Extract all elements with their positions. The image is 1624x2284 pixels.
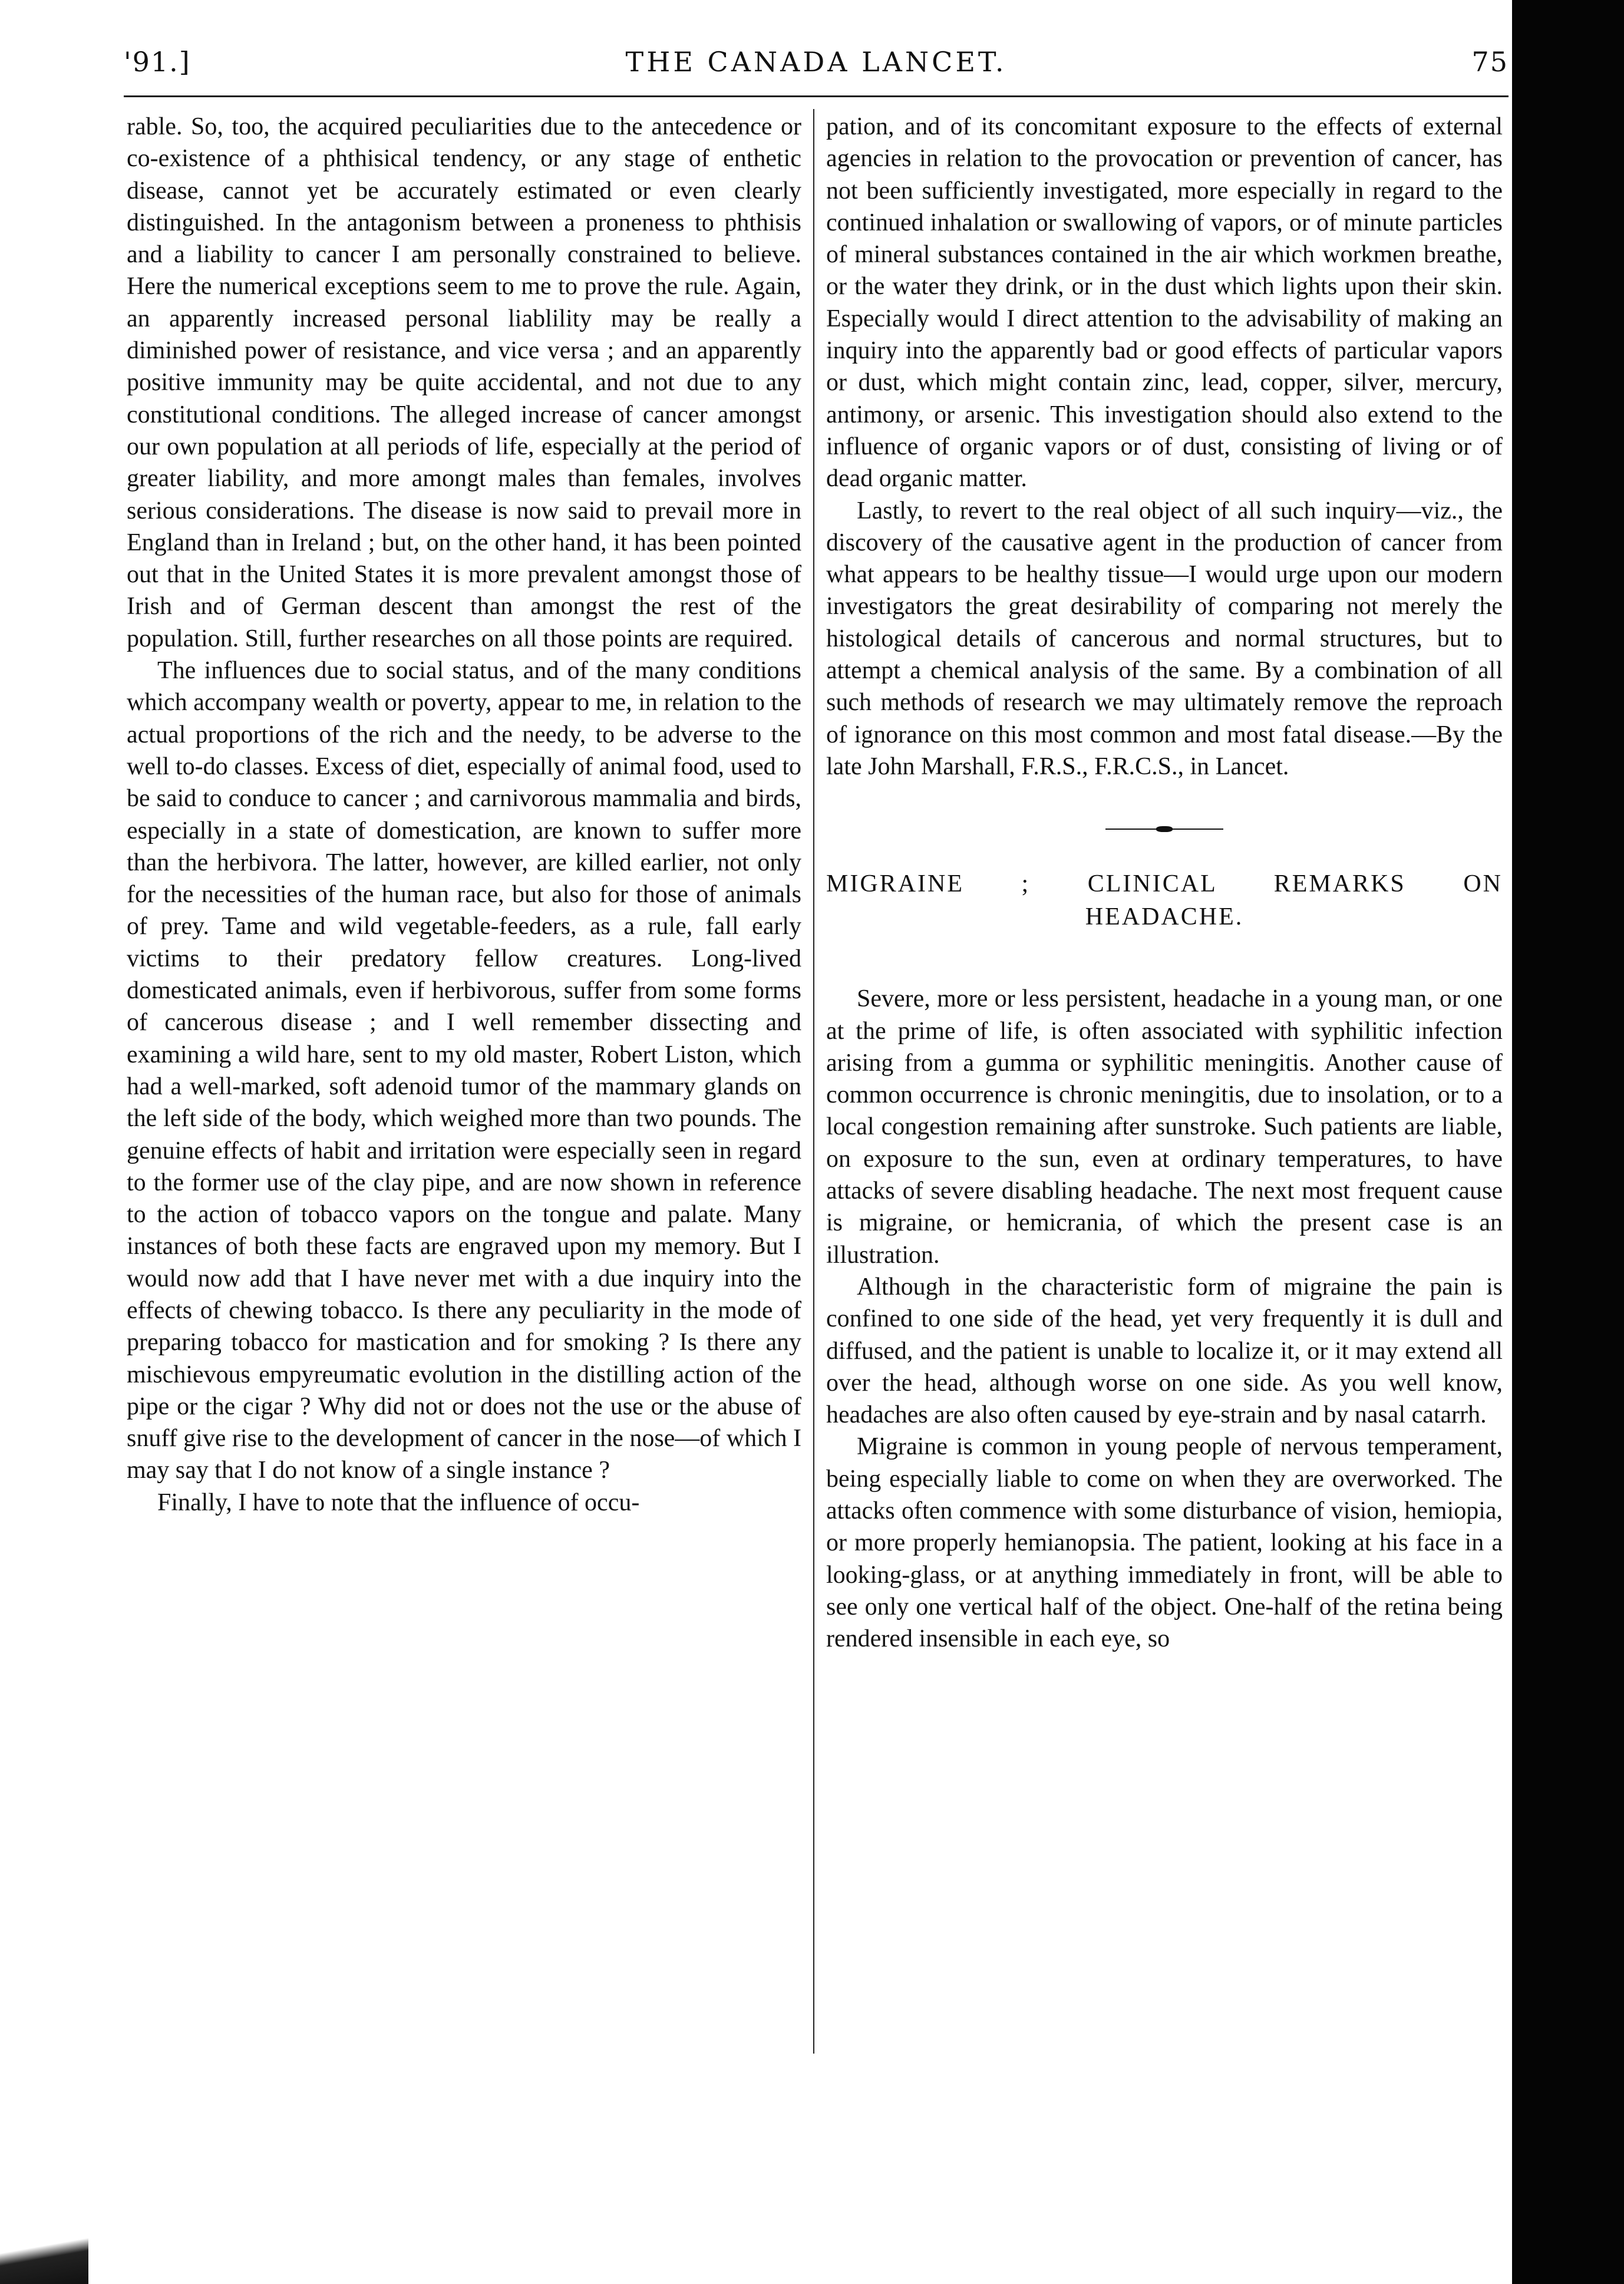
- section-paragraph-2: Although in the characteristic form of migraine the pain is confined to one side of the head, yet very frequently it is dull and diffused, and the patient is unable to localize it, or it may extend all over the head, although worse on one side. As you well know, headaches are also often caused by eye-strain and by nasal catarrh.: [826, 1273, 1503, 1429]
- right-column: [826, 111, 1503, 1655]
- scan-corner-shadow: [0, 2216, 88, 2284]
- column-divider: [813, 109, 814, 2054]
- left-paragraph-2: The influences due to social status, and of the many conditions which accompany wealth or poverty, appear to me, in relation to the actual proportions of the rich and the needy, to be adverse to the well to-do classes. Excess of diet, especially of animal food, used to be said to conduce to cancer ; and carnivorous mammalia and birds, especially in a state of domestication, are known to suffer more than the herbivora. The latter, however, are killed earlier, not only for the necessities of the human race, but also for those of animals of prey. Tame and wild vegetable-feeders, as a rule, fall early victims to their predatory fellow creatures. Long-lived domesticated animals, even if herbivorous, suffer from some forms of cancerous disease ; and I well remember dissecting and examining a wild hare, sent to my old master, Robert Liston, which had a well-marked, soft adenoid tumor of the mammary glands on the left side of the body, which weighed more than two pounds. The genuine effects of habit and irritation were especially seen in regard to the former use of the clay pipe, and are now shown in reference to the action of tobacco vapors on the tongue and palate. Many instances of both these facts are engraved upon my memory. But I would now add that I have never met with a due inquiry into the effects of chewing tobacco. Is there any peculiarity in the mode of preparing tobacco for mastication and for smoking ? Is there any mischievous empyreumatic evolution in the distilling action of the pipe or the cigar ? Why did not or does not the use or the abuse of snuff give rise to the development of cancer in the nose—of which I may say that I do not know of a single instance ?: [127, 657, 801, 1484]
- section-ornament: [1105, 826, 1223, 832]
- section-paragraph-3: Migraine is common in young people of nervous temperament, being especially liable to come on when they are overworked. The attacks often commence with some disturbance of vision, hemiopia, or more properly hemianopsia. The patient, looking at his face in a looking-glass, or at anything immediately in front, will be able to see only one vertical half of the object. One-half of the retina being rendered insensible in each eye, so: [826, 1433, 1503, 1653]
- scan-edge-shadow: [1512, 0, 1624, 2284]
- section-title-line-1: MIGRAINE ; CLINICAL REMARKS ON: [826, 870, 1503, 898]
- section-title-line-2: HEADACHE.: [1085, 903, 1244, 931]
- header-rule: [124, 95, 1509, 97]
- left-paragraph-3: Finally, I have to note that the influence of occu-: [157, 1488, 640, 1516]
- left-column: [127, 111, 801, 1519]
- right-paragraph-2: Lastly, to revert to the real object of all such inquiry—viz., the discovery of the causative agent in the production of cancer from what appears to be healthy tissue—I would urge upon our modern investigators the great desirability of comparing not merely the histological details of cancerous and normal structures, but to attempt a chemical analysis of the same. By a combination of all such methods of research we may ultimately remove the reproach of ignorance on this most common and most fatal disease.—By the late John Marshall, F.R.S., F.R.C.S., in Lancet.: [826, 497, 1503, 780]
- running-header: [124, 46, 1509, 87]
- journal-title: THE CANADA LANCET.: [625, 46, 1007, 78]
- section-title: [826, 867, 1503, 933]
- page-number: 75: [1471, 46, 1509, 78]
- section-paragraph-1: Severe, more or less persistent, headache in a young man, or one at the prime of life, is often associated with syphilitic infection arising from a gumma or syphilitic meningitis. Another cause of common occurrence is chronic meningitis, due to insolation, or to a local congestion remaining after sunstroke. Such patients are liable, on exposure to the sun, even at ordinary temperatures, to have attacks of severe disabling headache. The next most frequent cause is migraine, or hemicrania, of which the present case is an illustration.: [826, 985, 1503, 1269]
- left-paragraph-1: rable. So, too, the acquired peculiarities due to the antecedence or co-existence of a phthisical tendency, or any stage of enthetic disease, cannot yet be accurately estimated or even clearly distinguished. In the antagonism between a proneness to phthisis and a liability to cancer I am personally constrained to believe. Here the numerical exceptions seem to me to prove the rule. Again, an apparently increased personal liablility may be really a diminished power of resistance, and vice versa ; and an apparently positive immunity may be quite accidental, and not due to any constitutional conditions. The alleged increase of cancer amongst our own population at all periods of life, especially at the period of greater liability, and more amongt males than females, involves serious considerations. The disease is now said to prevail more in England than in Ireland ; but, on the other hand, it has been pointed out that in the United States it is more prevalent amongst those of Irish and of German descent than amongst the rest of the population. Still, further researches on all those points are required.: [127, 113, 801, 652]
- right-paragraph-1: pation, and of its concomitant exposure to the effects of external agencies in relation to the provocation or prevention of cancer, has not been sufficiently investigated, more especially in regard to the continued inhalation or swallowing of vapors, or of minute particles of mineral substances contained in the air which workmen breathe, or the water they drink, or in the dust which lights upon their skin. Especially would I direct attention to the advisability of making an inquiry into the apparently bad or good effects of particular vapors or dust, which might contain zinc, lead, copper, silver, mercury, antimony, or arsenic. This investigation should also extend to the influence of organic vapors or of dust, consisting of living or of dead organic matter.: [826, 113, 1503, 493]
- header-year: '91.]: [124, 46, 191, 78]
